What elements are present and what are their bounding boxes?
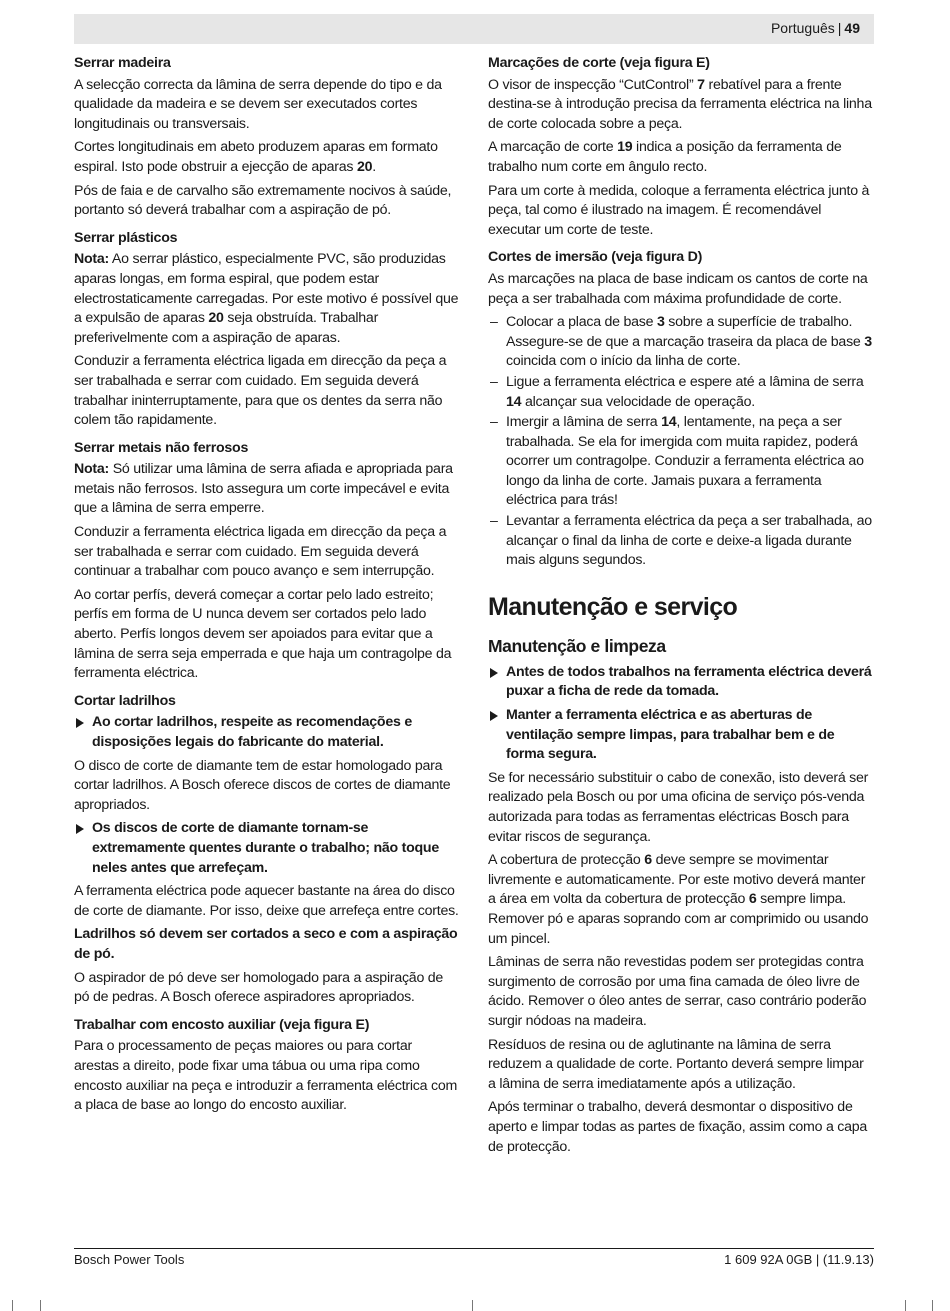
chapter-title: Manutenção e serviço	[488, 592, 738, 621]
paragraph: O visor de inspecção “CutControl” 7 rebatível para a frente destina-se à introdução precisa da ferramenta eléctrica na linha de corte colocada sobre a peça.	[488, 76, 872, 132]
footer-rule	[74, 1248, 874, 1249]
ref-number: 14	[506, 393, 522, 410]
note-label: Nota:	[74, 461, 110, 478]
header-language: Português	[770, 20, 835, 36]
note-label: Nota:	[74, 251, 110, 268]
paragraph: A ferramenta eléctrica pode aquecer bastante na área do disco de corte de diamante. Por isso, deixe que arrefeça entre cortes.	[74, 883, 459, 919]
ref-number: 6	[748, 891, 757, 908]
page-number: 49	[844, 20, 860, 36]
warning-item: Antes de todos trabalhos na ferramenta eléctrica deverá puxar a ficha de rede da tomada.	[488, 663, 874, 702]
paragraph: As marcações na placa de base indicam os cantos de corte na peça a ser trabalhada com máxima profundidade de corte.	[488, 270, 868, 307]
list-item: – Colocar a placa de base 3 sobre a superfície de trabalho. Assegure-se de que a marcação traseira da placa de base 3 coincida com o início da linha de corte.	[490, 314, 872, 370]
header-text	[771, 20, 860, 36]
bold-paragraph: Ladrilhos só devem ser cortados a seco e com a aspiração de pó.	[74, 926, 458, 962]
ref-number: 3	[864, 333, 872, 350]
note-paragraph: Nota: Ao serrar plástico, especialmente PVC, são produzidas aparas longas, em forma espiral, que podem estar electrostaticamente carregadas. Por este motivo é possível que a expulsão de aparas 20 seja obstruída. Trabalhar preferivelmente com a aspiração de aparas.	[74, 251, 459, 346]
section-title-tiles: Cortar ladrilhos	[74, 692, 176, 709]
crop-mark	[12, 1300, 13, 1311]
list-item: – Levantar a ferramenta eléctrica da peça a ser trabalhada, ao alcançar o final da linha de corte e deixe-a ligada durante mais alguns segundos.	[490, 513, 872, 569]
dash-bullet: –	[490, 513, 498, 530]
section-title-wood: Serrar madeira	[74, 55, 171, 71]
paragraph: Ao cortar perfís, deverá começar a cortar pelo lado estreito; perfís em forma de U nunca devem ser cortados pelo lado aberto. Perfís longos devem ser apoiados para evitar que a lâmina de serra seja emperrada e que haja um contragolpe da ferramenta eléctrica.	[74, 586, 452, 682]
section-tiles	[74, 692, 460, 1008]
ref-number: 20	[208, 310, 224, 327]
header-separator: |	[837, 20, 842, 36]
footer-brand: Bosch Power Tools	[74, 1252, 185, 1267]
paragraph: A cobertura de protecção 6 deve sempre se movimentar livremente e automaticamente. Por este motivo deverá manter a área em volta da cobertura de protecção 6 sempre limpa. Remover pó e aparas soprando com ar comprimido ou usando um pincel.	[488, 852, 869, 947]
crop-mark	[40, 1300, 41, 1311]
section-title-marks: Marcações de corte (veja figura E)	[488, 55, 710, 71]
paragraph: Para o processamento de peças maiores ou para cortar arestas a direito, pode fixar uma tábua ou uma ripa como encosto auxiliar na peça e introduzir a ferramenta eléctrica com a placa de base ao longo do encosto auxiliar.	[74, 1038, 458, 1114]
section-title-metals: Serrar metais não ferrosos	[74, 439, 249, 456]
right-column	[488, 54, 874, 1161]
dash-bullet: –	[490, 414, 498, 431]
warning-item: Ao cortar ladrilhos, respeite as recomendações e disposições legais do fabricante do material.	[74, 713, 460, 752]
section-fence	[74, 1016, 460, 1116]
paragraph: A marcação de corte 19 indica a posição da ferramenta de trabalho num corte em ângulo recto.	[488, 139, 842, 175]
arrow-bullet-icon	[76, 718, 84, 728]
ref-number: 14	[661, 414, 677, 431]
crop-mark	[472, 1300, 473, 1311]
paragraph: Para um corte à medida, coloque a ferramenta eléctrica junto à peça, tal como é ilustrado na imagem. É recomendável executar um corte de teste.	[488, 182, 870, 238]
arrow-bullet-icon	[490, 668, 498, 678]
warning-item: Manter a ferramenta eléctrica e as aberturas de ventilação sempre limpas, para trabalhar bem e de forma segura.	[488, 706, 874, 765]
paragraph: Lâminas de serra não revestidas podem ser protegidas contra surgimento de corrosão por uma fina camada de óleo livre de ácido. Remover o óleo antes de serrar, caso contrário poderão surgir nódoas na madeira.	[488, 954, 867, 1029]
ref-number: 3	[656, 314, 665, 331]
paragraph: O disco de corte de diamante tem de estar homologado para cortar ladrilhos. A Bosch oferece discos de cortes de diamante apropriados.	[74, 757, 451, 813]
paragraph: Se for necessário substituir o cabo de conexão, isto deverá ser realizado pela Bosch ou por uma oficina de serviço pós-venda autorizada para todas as ferramentas eléctricas Bosch para evitar riscos de segurança.	[488, 769, 869, 845]
paragraph: A selecção correcta da lâmina de serra depende do tipo e da qualidade da madeira e se devem ser executados cortes longitudinais ou transversais.	[74, 76, 442, 132]
section-metals	[74, 439, 460, 684]
step-list	[488, 313, 874, 571]
section-title-fence: Trabalhar com encosto auxiliar (veja figura E)	[74, 1016, 370, 1033]
subsection-title: Manutenção e limpeza	[488, 635, 666, 656]
ref-number: 6	[644, 852, 652, 869]
left-column	[74, 54, 460, 1120]
crop-mark	[905, 1300, 906, 1311]
arrow-bullet-icon	[76, 824, 84, 834]
crop-mark	[932, 1300, 933, 1311]
list-item: – Imergir a lâmina de serra 14, lentamente, na peça a ser trabalhada. Se ela for imergida com muita rapidez, poderá ocorrer um contragolpe. Conduzir a ferramenta eléctrica ao longo da linha de corte. Jamais puxara a ferramenta eléctrica para trás!	[490, 414, 864, 509]
dash-bullet: –	[490, 314, 498, 331]
paragraph: Após terminar o trabalho, deverá desmontar o dispositivo de aperto e limpar todas as partes de fixação, assim como a capa de protecção.	[488, 1099, 868, 1155]
arrow-bullet-icon	[490, 711, 498, 721]
section-title-plastics: Serrar plásticos	[74, 229, 178, 246]
paragraph: O aspirador de pó deve ser homologado para a aspiração de pó de pedras. A Bosch oferece aspiradores apropriados.	[74, 969, 444, 1006]
paragraph: Cortes longitudinais em abeto produzem aparas em formato espiral. Isto pode obstruir a ejecção de aparas 20.	[74, 139, 438, 175]
note-paragraph: Nota: Só utilizar uma lâmina de serra afiada e apropriada para metais não ferrosos. Isto assegura um corte impecável e evita que a lâmina de serra emperre.	[74, 461, 453, 517]
warning-item: Os discos de corte de diamante tornam-se extremamente quentes durante o trabalho; não toque neles antes que arrefeçam.	[74, 819, 460, 878]
list-item: – Ligue a ferramenta eléctrica e espere até a lâmina de serra 14 alcançar sua velocidade de operação.	[490, 373, 864, 410]
paragraph: Resíduos de resina ou de aglutinante na lâmina de serra reduzem a qualidade de corte. Portanto deverá sempre limpar a lâmina de serra imediatamente após a utilização.	[488, 1036, 864, 1092]
dash-bullet: –	[490, 373, 498, 390]
section-plunge	[488, 248, 874, 571]
page-header	[74, 14, 874, 44]
ref-number: 20	[356, 158, 373, 175]
ref-number: 7	[697, 76, 705, 93]
paragraph: Conduzir a ferramenta eléctrica ligada em direcção da peça a ser trabalhada e serrar com cuidado. Em seguida deverá continuar a trabalhar com pouco avanço e sem interrupção.	[74, 524, 447, 580]
section-plastics	[74, 229, 460, 431]
paragraph: Conduzir a ferramenta eléctrica ligada em direcção da peça a ser trabalhada e serrar com cuidado. Em seguida deverá trabalhar ininterruptamente, para que os dentes da serra não colem tão rapidamente.	[74, 353, 447, 429]
paragraph: Pós de faia e de carvalho são extremamente nocivos à saúde, portanto só deverá trabalhar com a aspiração de pó.	[74, 182, 452, 219]
footer-doc-code: 1 609 92A 0GB | (11.9.13)	[724, 1252, 874, 1267]
ref-number: 19	[617, 139, 633, 156]
section-title-plunge: Cortes de imersão (veja figura D)	[488, 249, 703, 266]
